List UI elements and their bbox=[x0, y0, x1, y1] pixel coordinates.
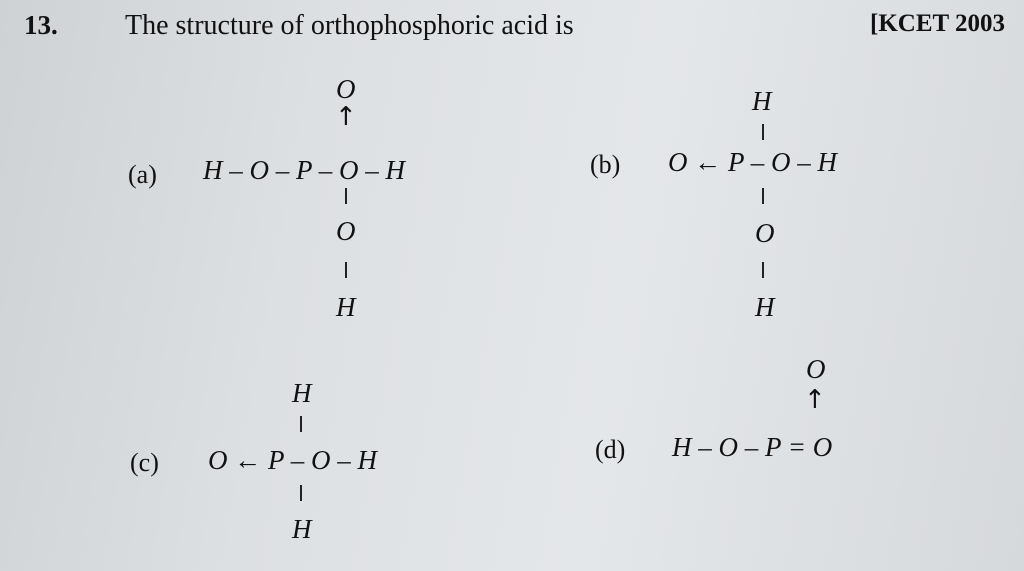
option-b-main-chain: O ← P – O – H bbox=[668, 147, 838, 177]
exam-source: [KCET 2003 bbox=[870, 10, 1005, 37]
option-a-bottom-atom-1: O bbox=[336, 216, 356, 246]
single-bond-line bbox=[762, 188, 764, 204]
option-a-main-chain: H – O – P – O – H bbox=[203, 155, 405, 185]
option-c-top-atom: H bbox=[292, 378, 312, 408]
single-bond-line bbox=[345, 262, 347, 278]
option-d-label: (d) bbox=[595, 435, 626, 464]
option-a-label: (a) bbox=[128, 160, 157, 189]
single-bond-line bbox=[300, 416, 302, 432]
option-c-label: (c) bbox=[130, 448, 159, 477]
option-b-bottom-atom-2: H bbox=[755, 292, 775, 322]
single-bond-line bbox=[300, 485, 302, 501]
question-stem: The structure of orthophosphoric acid is bbox=[125, 10, 574, 41]
option-d-main-chain: H – O – P = O bbox=[672, 432, 833, 462]
option-a-top-atom: O bbox=[336, 74, 356, 104]
question-number: 13. bbox=[24, 10, 58, 40]
option-b-bottom-atom-1: O bbox=[755, 218, 775, 248]
up-arrow-icon: ↑ bbox=[335, 102, 357, 132]
option-c-main-chain: O ← P – O – H bbox=[208, 445, 378, 475]
option-a-bottom-atom-2: H bbox=[336, 292, 356, 322]
single-bond-line bbox=[345, 188, 347, 204]
option-d-top-atom: O bbox=[806, 354, 826, 384]
option-b-top-atom: H bbox=[752, 86, 772, 116]
up-arrow-icon: ↑ bbox=[804, 385, 826, 415]
single-bond-line bbox=[762, 262, 764, 278]
option-c-bottom-atom-1: H bbox=[292, 514, 312, 544]
single-bond-line bbox=[762, 124, 764, 140]
option-b-label: (b) bbox=[590, 150, 621, 179]
